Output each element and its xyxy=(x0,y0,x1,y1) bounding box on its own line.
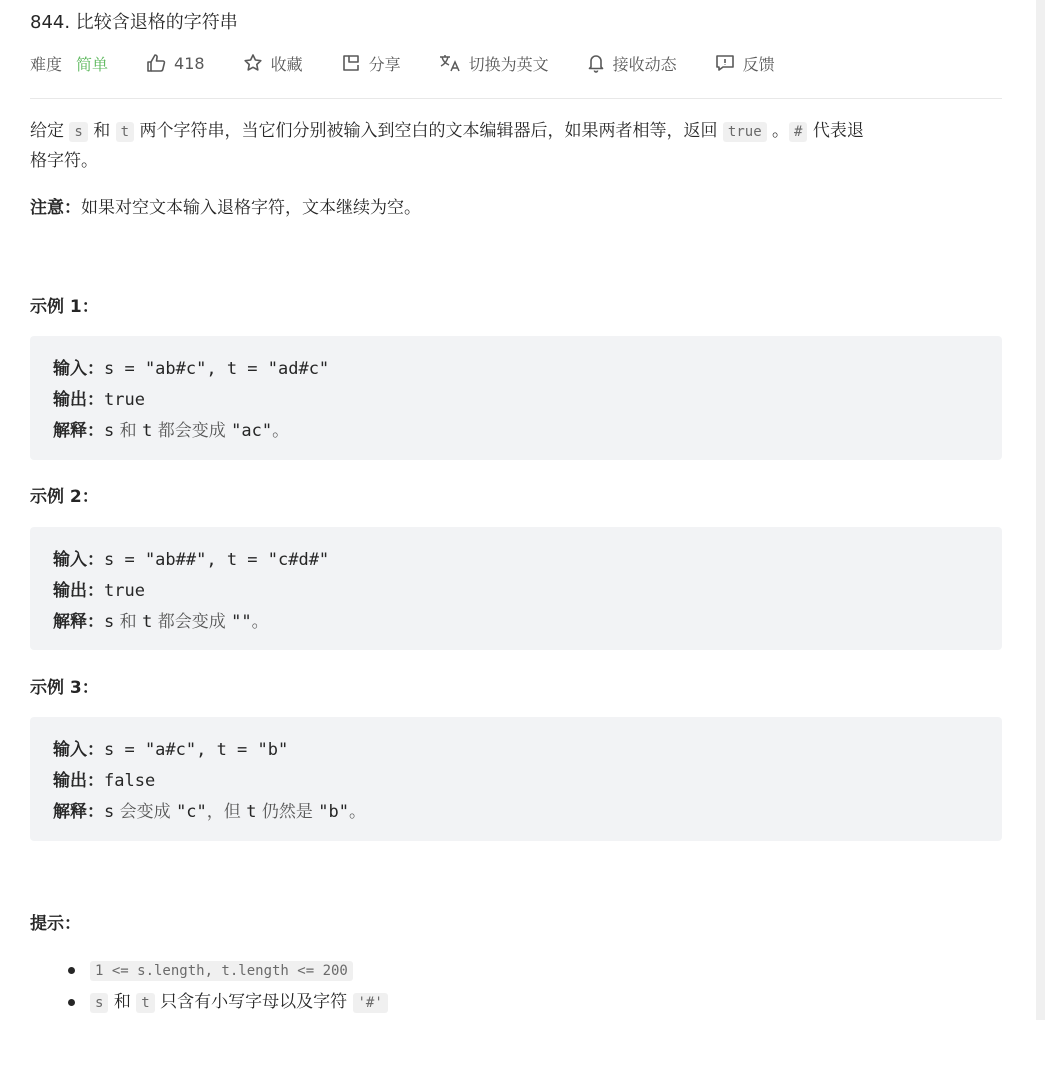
example-input-line xyxy=(53,545,329,570)
feedback-label: 反馈 xyxy=(742,54,775,74)
switch-language-label: 切换为英文 xyxy=(468,54,549,74)
output-label: 输出： xyxy=(53,581,104,601)
example-explain-line xyxy=(53,607,269,632)
bullet-dot xyxy=(68,967,75,974)
description-text: 代表退 xyxy=(807,121,864,141)
output-value: true xyxy=(104,581,145,601)
share-label: 分享 xyxy=(368,54,401,74)
explain-label: 解释： xyxy=(53,802,104,822)
share-button[interactable] xyxy=(341,52,401,75)
output-value: true xyxy=(104,390,145,410)
translate-icon xyxy=(439,53,461,73)
favorite-label: 收藏 xyxy=(270,54,303,74)
input-value: s = "ab##", t = "c#d#" xyxy=(104,550,330,570)
example-2-block xyxy=(30,527,1002,650)
explain-part: 仍然是 xyxy=(256,802,319,822)
example-explain-line xyxy=(53,416,289,441)
output-label: 输出： xyxy=(53,390,104,410)
explain-part: t xyxy=(246,802,257,822)
constraint-code: 1 <= s.length, t.length <= 200 xyxy=(90,961,353,981)
input-label: 输入： xyxy=(53,550,104,570)
divider xyxy=(30,98,1002,99)
explain-part: 。 xyxy=(348,802,366,822)
explain-part: s xyxy=(104,612,115,632)
input-label: 输入： xyxy=(53,359,104,379)
input-value: s = "a#c", t = "b" xyxy=(104,740,289,760)
description-paragraph xyxy=(30,117,1002,176)
feedback-button[interactable] xyxy=(715,52,775,75)
example-3-block xyxy=(30,717,1002,841)
explain-part: 。 xyxy=(251,612,269,632)
explain-part: 都会变成 xyxy=(152,612,232,632)
example-1-block xyxy=(30,336,1002,460)
explain-part: s xyxy=(104,802,115,822)
explain-part: 会变成 xyxy=(114,802,177,822)
like-button[interactable] xyxy=(146,53,205,73)
feedback-icon xyxy=(715,53,735,73)
explain-part: 和 xyxy=(114,612,143,632)
explain-part: t xyxy=(142,612,153,632)
star-icon xyxy=(243,53,263,73)
example-3-heading: 示例 3： xyxy=(30,678,99,698)
subscribe-label: 接收动态 xyxy=(612,54,677,74)
note-label: 注意： xyxy=(30,198,81,218)
input-label: 输入： xyxy=(53,740,104,760)
input-value: s = "ab#c", t = "ad#c" xyxy=(104,359,330,379)
explain-part: 都会变成 xyxy=(152,421,232,441)
difficulty-label: 难度 xyxy=(30,54,63,74)
explain-part: s xyxy=(104,421,115,441)
description-text: 两个字符串，当它们分别被输入到空白的文本编辑器后，如果两者相等，返回 xyxy=(134,121,723,141)
inline-code-t: t xyxy=(116,122,134,142)
inline-code-t: t xyxy=(136,993,154,1013)
favorite-button[interactable] xyxy=(243,52,303,75)
switch-language-button[interactable] xyxy=(439,52,549,75)
bell-icon xyxy=(587,53,605,73)
like-count: 418 xyxy=(174,53,205,73)
example-output-line xyxy=(53,576,145,601)
hint-text: 和 xyxy=(108,992,137,1012)
explain-part: ，但 xyxy=(206,802,247,822)
note-paragraph xyxy=(30,194,421,223)
subscribe-button[interactable] xyxy=(587,52,677,75)
problem-toolbar xyxy=(30,50,813,76)
explain-part: "c" xyxy=(176,802,207,822)
example-2-heading: 示例 2： xyxy=(30,487,99,507)
scrollbar-track[interactable] xyxy=(1036,0,1045,1020)
explain-part: 。 xyxy=(272,421,290,441)
inline-code-s: s xyxy=(90,993,108,1013)
description-text: 给定 xyxy=(30,121,70,141)
output-label: 输出： xyxy=(53,771,104,791)
description-text: 。 xyxy=(766,121,790,141)
explain-part: "b" xyxy=(318,802,349,822)
description-text: 和 xyxy=(87,121,116,141)
inline-code-true: true xyxy=(723,122,767,142)
example-explain-line xyxy=(53,797,366,822)
example-1-heading: 示例 1： xyxy=(30,297,99,317)
explain-part: "" xyxy=(231,612,252,632)
explain-label: 解释： xyxy=(53,612,104,632)
problem-title: 844. 比较含退格的字符串 xyxy=(30,12,238,33)
explain-label: 解释： xyxy=(53,421,104,441)
example-input-line xyxy=(53,735,288,760)
description-text: 格字符。 xyxy=(30,151,98,171)
explain-part: 和 xyxy=(114,421,143,441)
bullet-dot xyxy=(68,999,75,1006)
share-icon xyxy=(341,53,361,73)
example-input-line xyxy=(53,354,329,379)
hints-heading: 提示： xyxy=(30,914,81,934)
inline-code-hash: # xyxy=(789,122,807,142)
difficulty-value: 简单 xyxy=(76,54,109,74)
hint-text: 只含有小写字母以及字符 xyxy=(154,992,353,1012)
explain-part: "ac" xyxy=(231,421,273,441)
output-value: false xyxy=(104,771,156,791)
note-text: 如果对空文本输入退格字符，文本继续为空。 xyxy=(81,198,421,218)
explain-part: t xyxy=(142,421,153,441)
inline-code-hash-char: '#' xyxy=(353,993,388,1013)
example-output-line xyxy=(53,766,155,791)
inline-code-s: s xyxy=(69,122,87,142)
thumbs-up-icon xyxy=(146,53,166,73)
example-output-line xyxy=(53,385,145,410)
